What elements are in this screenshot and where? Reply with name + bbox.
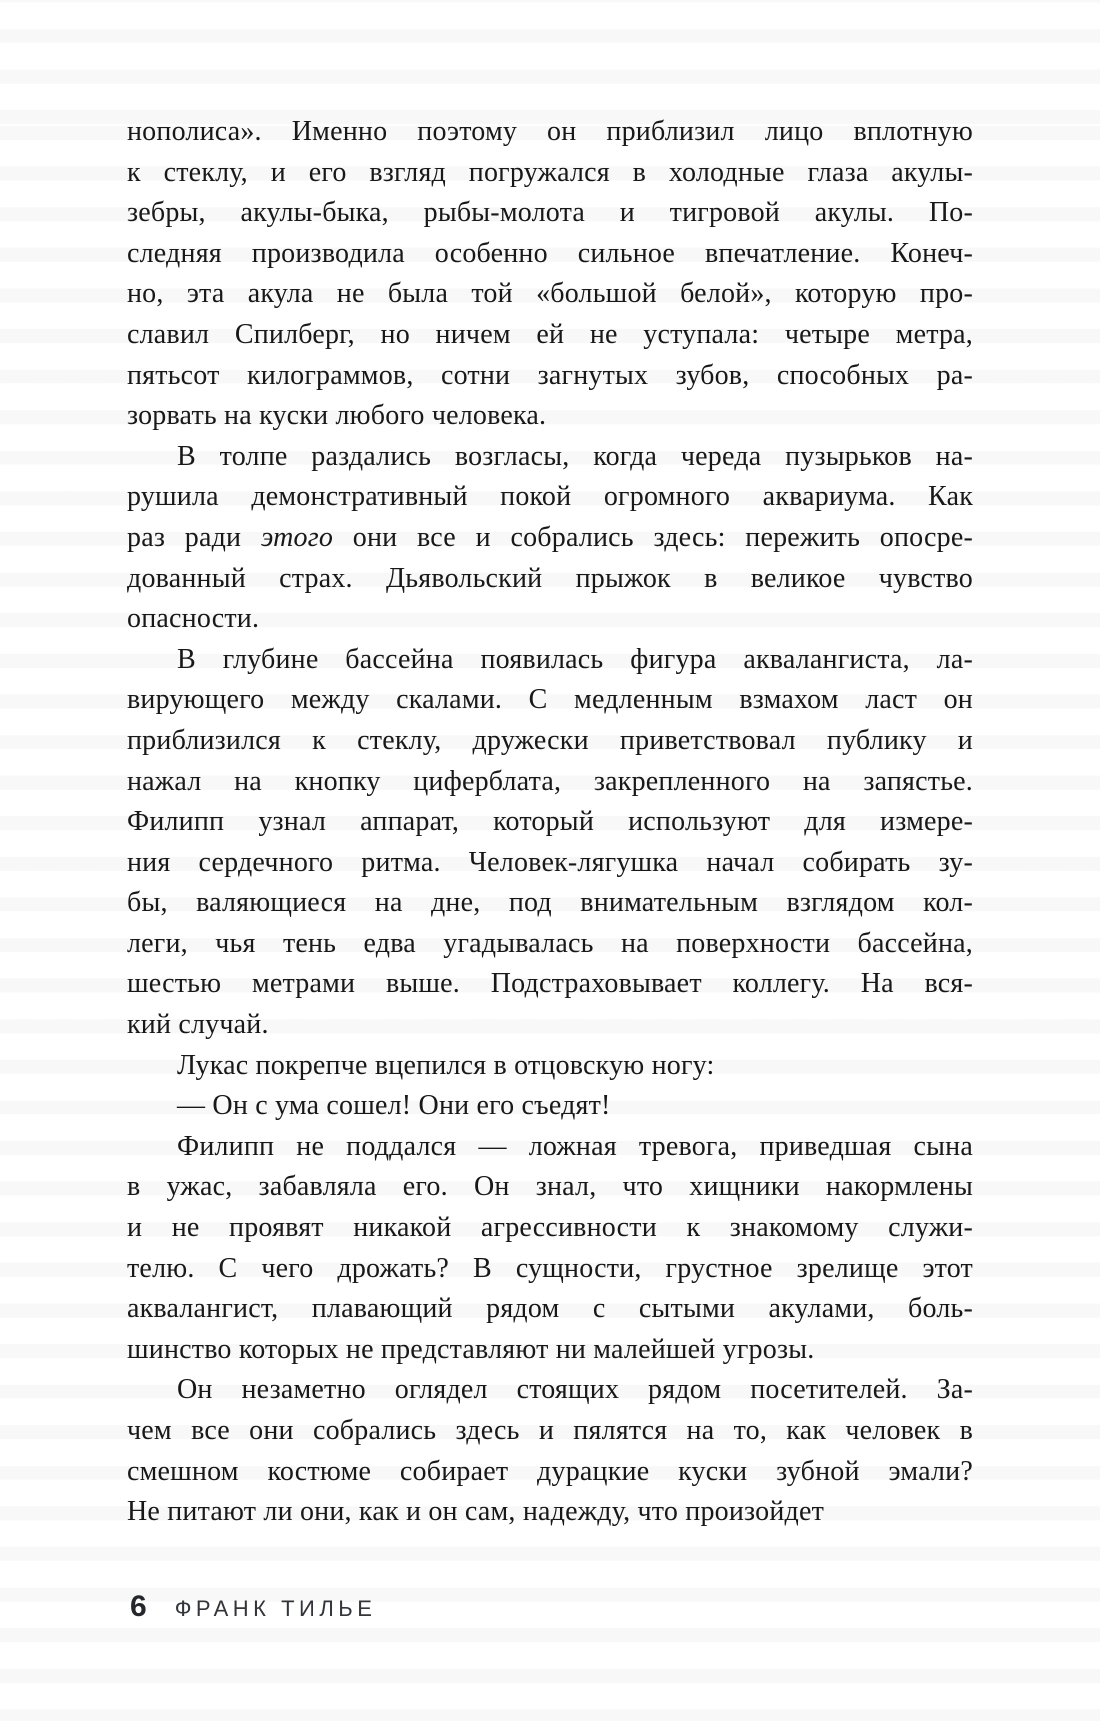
text-line: нажал на кнопку циферблата, закрепленного на запястье. — [127, 765, 973, 797]
text-line: пятьсот килограммов, сотни загнутых зубов, способных ра- — [127, 359, 973, 391]
page-footer — [130, 1590, 376, 1624]
text-line: аквалангист, плавающий рядом с сытыми акулами, боль- — [127, 1293, 973, 1325]
text-line: следняя производила особенно сильное впечатление. Конеч- — [127, 237, 973, 269]
text-line: дованный страх. Дьявольский прыжок в великое чувство — [127, 562, 973, 594]
text-line: смешном костюме собирает дурацкие куски зубной эмали? — [127, 1455, 973, 1487]
text-line: Филипп узнал аппарат, который используют для измере- — [127, 806, 973, 838]
paragraph — [127, 112, 973, 437]
text-line: шинство которых не представляют ни малейшей угрозы. — [127, 1333, 815, 1365]
text-line: кий случай. — [127, 1009, 269, 1041]
text-line: В глубине бассейна появилась фигура аквалангиста, ла- — [177, 643, 973, 675]
paragraph — [127, 1127, 973, 1371]
paragraph — [127, 1086, 973, 1127]
body-text — [127, 112, 973, 1533]
text-line: Лукас покрепче вцепился в отцовскую ногу: — [177, 1049, 715, 1081]
text-line: рушила демонстративный покой огромного аквариума. Как — [127, 481, 973, 513]
text-line: раз ради этого они все и собрались здесь: пережить опосре- — [127, 521, 974, 553]
text-line: леги, чья тень едва угадывалась на поверхности бассейна, — [127, 927, 973, 959]
paragraph — [127, 1370, 973, 1532]
text-line: и не проявят никакой агрессивности к знакомому служи- — [127, 1212, 973, 1244]
text-line: В толпе раздались возгласы, когда череда пузырьков на- — [177, 440, 973, 472]
text-line: бы, валяющиеся на дне, под внимательным взглядом кол- — [127, 887, 973, 919]
text-line: но, эта акула не была той «большой белой», которую про- — [127, 278, 973, 310]
text-line: нополиса». Именно поэтому он приблизил лицо вплотную — [127, 116, 973, 147]
text-line: — Он с ума сошел! Они его съедят! — [177, 1090, 611, 1122]
text-line: приблизился к стеклу, дружески приветствовал публику и — [127, 724, 973, 756]
text-line: славил Спилберг, но ничем ей не уступала: четыре метра, — [127, 318, 973, 350]
text-line: шестью метрами выше. Подстраховывает коллегу. На вся- — [127, 968, 973, 1000]
text-line: к стеклу, и его взгляд погружался в холодные глаза акулы- — [127, 156, 973, 188]
text-line: зорвать на куски любого человека. — [127, 400, 547, 432]
text-line: в ужас, забавляла его. Он знал, что хищники накормлены — [127, 1171, 973, 1203]
paragraph — [127, 1046, 973, 1087]
paragraph — [127, 437, 973, 640]
text-line: ния сердечного ритма. Человек-лягушка начал собирать зу- — [127, 846, 973, 878]
text-line: телю. С чего дрожать? В сущности, грустное зрелище этот — [127, 1252, 973, 1284]
text-line: чем все они собрались здесь и пялятся на то, как человек в — [127, 1415, 973, 1446]
running-title-author: ФРАНК ТИЛЬЕ — [174, 1596, 377, 1621]
text-line: вирующего между скалами. С медленным взмахом ласт он — [127, 684, 973, 716]
text-line: зебры, акулы-быка, рыбы-молота и тигровой акулы. По- — [127, 197, 973, 229]
text-line: Не питают ли они, как и он сам, надежду, что произойдет — [127, 1496, 825, 1528]
page-number: 6 — [130, 1590, 147, 1623]
paragraph — [127, 640, 973, 1046]
text-line: опасности. — [127, 603, 260, 635]
text-line: Он незаметно оглядел стоящих рядом посетителей. За- — [177, 1374, 973, 1406]
text-line: Филипп не поддался — ложная тревога, приведшая сына — [177, 1130, 973, 1162]
